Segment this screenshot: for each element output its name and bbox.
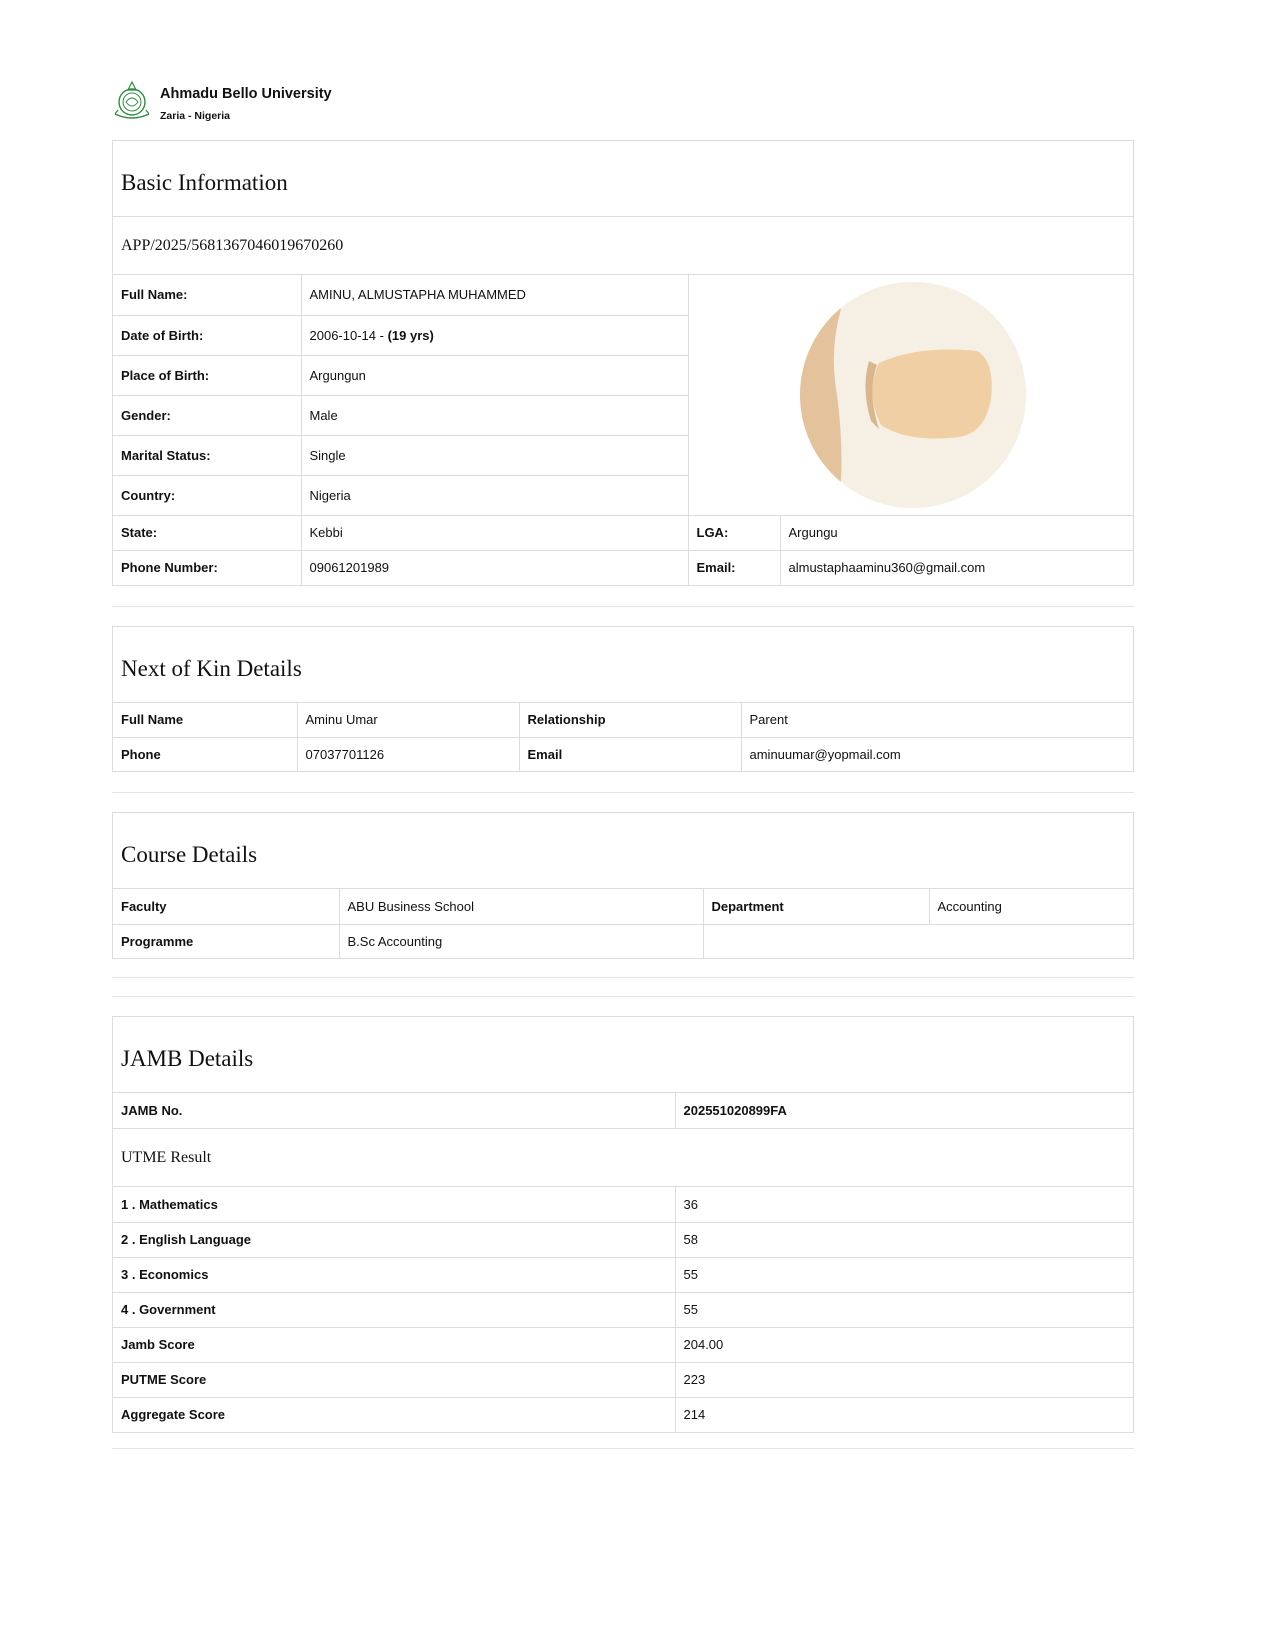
phone-value: 09061201989	[301, 550, 688, 585]
table-row	[113, 275, 1133, 315]
photo-cell	[688, 275, 1133, 515]
aggregate-score-value: 214	[675, 1397, 1133, 1432]
kin-email-value: aminuumar@yopmail.com	[741, 737, 1133, 771]
subject-label: 3 . Economics	[113, 1257, 675, 1292]
marital-status-value: Single	[301, 435, 688, 475]
faculty-value: ABU Business School	[339, 889, 703, 924]
empty-cell	[703, 924, 1133, 958]
application-number: APP/2025/5681367046019670260	[113, 217, 1133, 275]
department-value: Accounting	[929, 889, 1133, 924]
utme-result-table	[113, 1187, 1133, 1432]
applicant-photo	[799, 281, 1027, 509]
country-value: Nigeria	[301, 475, 688, 515]
department-label: Department	[703, 889, 929, 924]
full-name-label: Full Name:	[113, 275, 301, 315]
kin-email-label: Email	[519, 737, 741, 771]
subject-label: 2 . English Language	[113, 1222, 675, 1257]
utme-result-title: UTME Result	[113, 1128, 1133, 1187]
phone-label: Phone Number:	[113, 550, 301, 585]
kin-relationship-value: Parent	[741, 703, 1133, 737]
section-title: Basic Information	[113, 141, 1133, 217]
table-row	[113, 1257, 1133, 1292]
state-label: State:	[113, 515, 301, 550]
course-details-table	[113, 889, 1133, 958]
gender-value: Male	[301, 395, 688, 435]
faculty-label: Faculty	[113, 889, 339, 924]
kin-phone-value: 07037701126	[297, 737, 519, 771]
dob-date: 2006-10-14 -	[309, 327, 388, 343]
table-row	[113, 550, 1133, 585]
table-row	[113, 1187, 1133, 1222]
table-row	[113, 1093, 1133, 1128]
full-name-value: AMINU, ALMUSTAPHA MUHAMMED	[301, 275, 688, 315]
table-row	[113, 924, 1133, 958]
dob-age: (19 yrs)	[387, 327, 434, 343]
jamb-no-value: 202551020899FA	[675, 1093, 1133, 1128]
subject-score: 58	[675, 1222, 1133, 1257]
jamb-details-section	[112, 1016, 1134, 1433]
country-label: Country:	[113, 475, 301, 515]
putme-score-label: PUTME Score	[113, 1362, 675, 1397]
next-of-kin-section	[112, 626, 1134, 772]
aggregate-score-label: Aggregate Score	[113, 1397, 675, 1432]
email-value: almustaphaaminu360@gmail.com	[780, 550, 1133, 585]
section-title: Next of Kin Details	[113, 627, 1133, 703]
putme-score-value: 223	[675, 1362, 1133, 1397]
subject-score: 55	[675, 1292, 1133, 1327]
jamb-score-value: 204.00	[675, 1327, 1133, 1362]
pob-label: Place of Birth:	[113, 355, 301, 395]
programme-value: B.Sc Accounting	[339, 924, 703, 958]
table-row	[113, 1222, 1133, 1257]
section-title: Course Details	[113, 813, 1133, 889]
jamb-no-label: JAMB No.	[113, 1093, 675, 1128]
divider	[112, 606, 1134, 607]
lga-label: LGA:	[688, 515, 780, 550]
divider	[112, 996, 1134, 997]
kin-name-label: Full Name	[113, 703, 297, 737]
divider	[112, 977, 1134, 978]
programme-label: Programme	[113, 924, 339, 958]
table-row	[113, 515, 1133, 550]
university-location: Zaria - Nigeria	[160, 110, 231, 122]
basic-information-section	[112, 140, 1134, 586]
section-title: JAMB Details	[113, 1017, 1133, 1093]
course-details-section	[112, 812, 1134, 959]
table-row	[113, 1397, 1133, 1432]
marital-status-label: Marital Status:	[113, 435, 301, 475]
subject-score: 55	[675, 1257, 1133, 1292]
subject-score: 36	[675, 1187, 1133, 1222]
table-row	[113, 1292, 1133, 1327]
table-row	[113, 703, 1133, 737]
jamb-number-table	[113, 1093, 1133, 1128]
university-logo-icon	[112, 80, 152, 120]
basic-info-table	[113, 275, 1133, 585]
university-header	[112, 80, 512, 126]
dob-label: Date of Birth:	[113, 315, 301, 355]
table-row	[113, 1362, 1133, 1397]
lga-value: Argungu	[780, 515, 1133, 550]
subject-label: 1 . Mathematics	[113, 1187, 675, 1222]
state-value: Kebbi	[301, 515, 688, 550]
table-row	[113, 1327, 1133, 1362]
kin-phone-label: Phone	[113, 737, 297, 771]
next-of-kin-table	[113, 703, 1133, 771]
pob-value: Argungun	[301, 355, 688, 395]
divider	[112, 1448, 1134, 1449]
kin-relationship-label: Relationship	[519, 703, 741, 737]
dob-value	[301, 315, 688, 355]
kin-name-value: Aminu Umar	[297, 703, 519, 737]
subject-label: 4 . Government	[113, 1292, 675, 1327]
table-row	[113, 737, 1133, 771]
email-label: Email:	[688, 550, 780, 585]
table-row	[113, 889, 1133, 924]
jamb-score-label: Jamb Score	[113, 1327, 675, 1362]
divider	[112, 792, 1134, 793]
gender-label: Gender:	[113, 395, 301, 435]
university-name: Ahmadu Bello University	[160, 86, 332, 102]
